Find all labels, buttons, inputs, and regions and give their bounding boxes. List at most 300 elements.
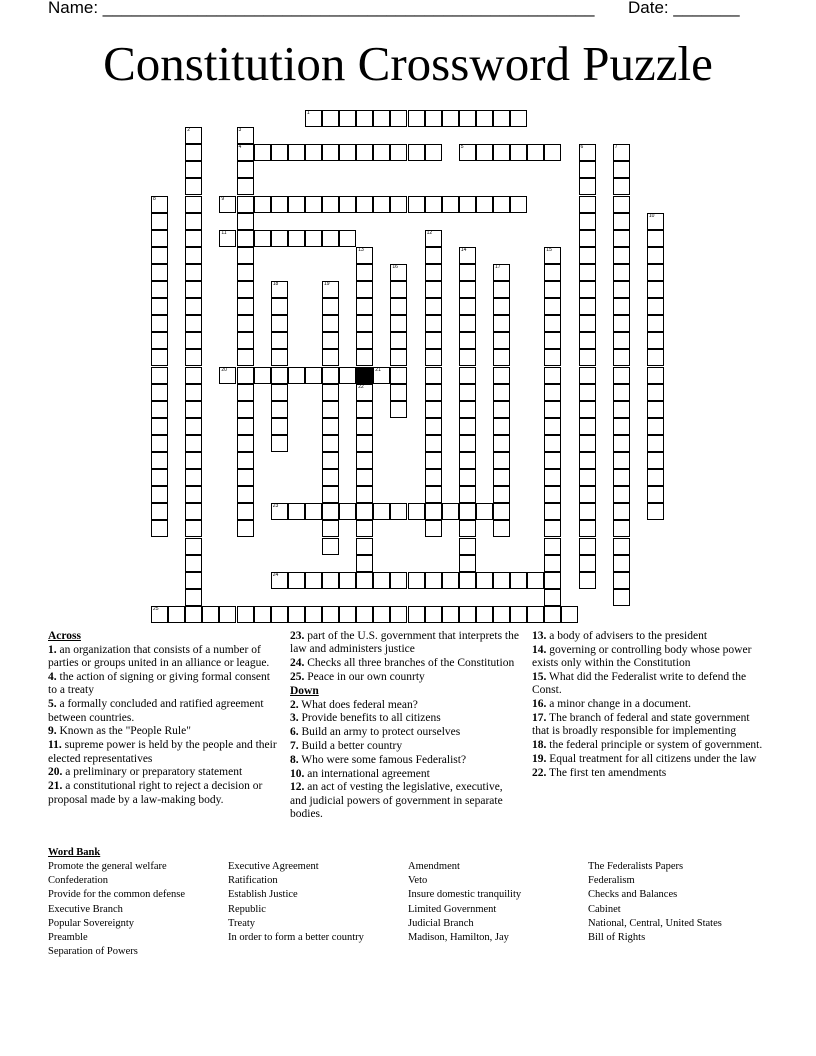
grid-cell[interactable] <box>408 606 425 623</box>
grid-cell[interactable] <box>544 144 561 161</box>
grid-cell[interactable] <box>544 367 561 384</box>
grid-cell[interactable] <box>425 606 442 623</box>
grid-cell[interactable] <box>579 230 596 247</box>
grid-cell[interactable] <box>493 349 510 366</box>
grid-cell[interactable] <box>579 418 596 435</box>
grid-cell[interactable] <box>425 520 442 537</box>
grid-cell[interactable] <box>493 503 510 520</box>
grid-cell[interactable] <box>613 486 630 503</box>
grid-cell[interactable] <box>305 144 322 161</box>
grid-cell[interactable] <box>493 606 510 623</box>
grid-cell[interactable] <box>151 349 168 366</box>
grid-cell[interactable] <box>647 401 664 418</box>
grid-cell[interactable] <box>579 452 596 469</box>
grid-cell[interactable] <box>579 281 596 298</box>
grid-cell[interactable] <box>459 367 476 384</box>
grid-cell[interactable] <box>185 213 202 230</box>
grid-cell[interactable] <box>305 110 322 127</box>
grid-cell[interactable] <box>459 196 476 213</box>
grid-cell[interactable] <box>356 144 373 161</box>
grid-cell[interactable] <box>544 401 561 418</box>
grid-cell[interactable] <box>322 196 339 213</box>
grid-cell[interactable] <box>527 144 544 161</box>
grid-cell[interactable] <box>271 332 288 349</box>
grid-cell[interactable] <box>185 196 202 213</box>
grid-cell[interactable] <box>425 367 442 384</box>
grid-cell[interactable] <box>237 503 254 520</box>
grid-cell[interactable] <box>493 196 510 213</box>
grid-cell[interactable] <box>459 452 476 469</box>
grid-cell[interactable] <box>459 606 476 623</box>
grid-cell[interactable] <box>476 144 493 161</box>
grid-cell[interactable] <box>185 367 202 384</box>
grid-cell[interactable] <box>579 196 596 213</box>
grid-cell[interactable] <box>151 332 168 349</box>
grid-cell[interactable] <box>151 298 168 315</box>
grid-cell[interactable] <box>237 315 254 332</box>
grid-cell[interactable] <box>390 315 407 332</box>
grid-cell[interactable] <box>579 264 596 281</box>
grid-cell[interactable] <box>390 298 407 315</box>
grid-cell[interactable] <box>544 486 561 503</box>
grid-cell[interactable] <box>339 230 356 247</box>
grid-cell[interactable] <box>151 503 168 520</box>
grid-cell[interactable] <box>151 281 168 298</box>
grid-cell[interactable] <box>647 315 664 332</box>
grid-cell[interactable] <box>254 196 271 213</box>
grid-cell[interactable] <box>373 606 390 623</box>
grid-cell[interactable] <box>425 418 442 435</box>
grid-cell[interactable] <box>493 572 510 589</box>
grid-cell[interactable] <box>356 384 373 401</box>
grid-cell[interactable] <box>339 144 356 161</box>
grid-cell[interactable] <box>425 435 442 452</box>
grid-cell[interactable] <box>527 572 544 589</box>
grid-cell[interactable] <box>356 298 373 315</box>
grid-cell[interactable] <box>237 367 254 384</box>
grid-cell[interactable] <box>390 196 407 213</box>
grid-cell[interactable] <box>442 606 459 623</box>
grid-cell[interactable] <box>544 349 561 366</box>
grid-cell[interactable] <box>305 572 322 589</box>
grid-cell[interactable] <box>305 606 322 623</box>
grid-cell[interactable] <box>613 469 630 486</box>
grid-cell[interactable] <box>185 247 202 264</box>
grid-cell[interactable] <box>408 503 425 520</box>
grid-cell[interactable] <box>459 435 476 452</box>
grid-cell[interactable] <box>356 469 373 486</box>
grid-cell[interactable] <box>544 435 561 452</box>
grid-cell[interactable] <box>322 435 339 452</box>
grid-cell[interactable] <box>356 196 373 213</box>
grid-cell[interactable] <box>647 247 664 264</box>
grid-cell[interactable] <box>579 503 596 520</box>
grid-cell[interactable] <box>237 213 254 230</box>
grid-cell[interactable] <box>390 144 407 161</box>
grid-cell[interactable] <box>459 247 476 264</box>
grid-cell[interactable] <box>339 572 356 589</box>
grid-cell[interactable] <box>356 418 373 435</box>
grid-cell[interactable] <box>459 110 476 127</box>
grid-cell[interactable] <box>390 332 407 349</box>
grid-cell[interactable] <box>322 452 339 469</box>
grid-cell[interactable] <box>613 589 630 606</box>
grid-cell[interactable] <box>493 298 510 315</box>
grid-cell[interactable] <box>390 401 407 418</box>
grid-cell[interactable] <box>237 298 254 315</box>
grid-cell[interactable] <box>322 281 339 298</box>
grid-cell[interactable] <box>510 196 527 213</box>
grid-cell[interactable] <box>442 110 459 127</box>
grid-cell[interactable] <box>322 332 339 349</box>
grid-cell[interactable] <box>425 281 442 298</box>
grid-cell[interactable] <box>322 469 339 486</box>
grid-cell[interactable] <box>339 110 356 127</box>
grid-cell[interactable] <box>647 452 664 469</box>
grid-cell[interactable] <box>339 606 356 623</box>
grid-cell[interactable] <box>185 144 202 161</box>
grid-cell[interactable] <box>459 469 476 486</box>
grid-cell[interactable] <box>442 503 459 520</box>
grid-cell[interactable] <box>185 401 202 418</box>
grid-cell[interactable] <box>459 538 476 555</box>
grid-cell[interactable] <box>356 452 373 469</box>
grid-cell[interactable] <box>151 486 168 503</box>
grid-cell[interactable] <box>579 247 596 264</box>
grid-cell[interactable] <box>544 418 561 435</box>
grid-cell[interactable] <box>237 486 254 503</box>
grid-cell[interactable] <box>613 281 630 298</box>
grid-cell[interactable] <box>390 572 407 589</box>
grid-cell[interactable] <box>544 538 561 555</box>
grid-cell[interactable] <box>459 555 476 572</box>
grid-cell[interactable] <box>185 572 202 589</box>
grid-cell[interactable] <box>425 315 442 332</box>
grid-cell[interactable] <box>459 486 476 503</box>
grid-cell[interactable] <box>425 298 442 315</box>
grid-cell[interactable] <box>271 298 288 315</box>
grid-cell[interactable] <box>151 452 168 469</box>
grid-cell[interactable] <box>288 606 305 623</box>
grid-cell[interactable] <box>647 213 664 230</box>
grid-cell[interactable] <box>425 503 442 520</box>
grid-cell[interactable] <box>151 367 168 384</box>
grid-cell[interactable] <box>237 127 254 144</box>
grid-cell[interactable] <box>151 469 168 486</box>
grid-cell[interactable] <box>271 401 288 418</box>
grid-cell[interactable] <box>390 367 407 384</box>
grid-cell[interactable] <box>579 486 596 503</box>
grid-cell[interactable] <box>425 264 442 281</box>
grid-cell[interactable] <box>185 538 202 555</box>
grid-cell[interactable] <box>271 572 288 589</box>
grid-cell[interactable] <box>185 486 202 503</box>
grid-cell[interactable] <box>613 213 630 230</box>
grid-cell[interactable] <box>390 503 407 520</box>
grid-cell[interactable] <box>613 555 630 572</box>
grid-cell[interactable] <box>288 144 305 161</box>
grid-cell[interactable] <box>579 161 596 178</box>
grid-cell[interactable] <box>544 520 561 537</box>
grid-cell[interactable] <box>356 264 373 281</box>
grid-cell[interactable] <box>613 264 630 281</box>
grid-cell[interactable] <box>219 230 236 247</box>
grid-cell[interactable] <box>271 367 288 384</box>
grid-cell[interactable] <box>185 127 202 144</box>
grid-cell[interactable] <box>544 572 561 589</box>
grid-cell[interactable] <box>322 367 339 384</box>
grid-cell[interactable] <box>237 435 254 452</box>
grid-cell[interactable] <box>647 384 664 401</box>
grid-cell[interactable] <box>322 503 339 520</box>
grid-cell[interactable] <box>647 418 664 435</box>
grid-cell[interactable] <box>544 503 561 520</box>
grid-cell[interactable] <box>219 606 236 623</box>
grid-cell[interactable] <box>305 503 322 520</box>
grid-cell[interactable] <box>647 486 664 503</box>
grid-cell[interactable] <box>237 418 254 435</box>
grid-cell[interactable] <box>493 384 510 401</box>
grid-cell[interactable] <box>613 230 630 247</box>
grid-cell[interactable] <box>237 452 254 469</box>
grid-cell[interactable] <box>510 606 527 623</box>
grid-cell[interactable] <box>271 230 288 247</box>
grid-cell[interactable] <box>237 401 254 418</box>
grid-cell[interactable] <box>237 144 254 161</box>
grid-cell[interactable] <box>373 367 390 384</box>
grid-cell[interactable] <box>356 281 373 298</box>
grid-cell[interactable] <box>237 247 254 264</box>
grid-cell[interactable] <box>613 349 630 366</box>
grid-cell[interactable] <box>356 332 373 349</box>
grid-cell[interactable] <box>151 213 168 230</box>
grid-cell[interactable] <box>237 606 254 623</box>
grid-cell[interactable] <box>237 332 254 349</box>
grid-cell[interactable] <box>425 401 442 418</box>
grid-cell[interactable] <box>613 401 630 418</box>
grid-cell[interactable] <box>493 110 510 127</box>
grid-cell[interactable] <box>322 538 339 555</box>
grid-cell[interactable] <box>493 332 510 349</box>
grid-cell[interactable] <box>579 572 596 589</box>
grid-cell[interactable] <box>339 503 356 520</box>
grid-cell[interactable] <box>151 384 168 401</box>
grid-cell[interactable] <box>425 110 442 127</box>
grid-cell[interactable] <box>356 401 373 418</box>
grid-cell[interactable] <box>151 247 168 264</box>
grid-cell[interactable] <box>493 486 510 503</box>
grid-cell[interactable] <box>493 264 510 281</box>
grid-cell[interactable] <box>544 589 561 606</box>
grid-cell[interactable] <box>647 298 664 315</box>
grid-cell[interactable] <box>322 298 339 315</box>
grid-cell[interactable] <box>425 196 442 213</box>
grid-cell[interactable] <box>613 247 630 264</box>
grid-cell[interactable] <box>237 469 254 486</box>
grid-cell[interactable] <box>185 161 202 178</box>
grid-cell[interactable] <box>544 469 561 486</box>
grid-cell[interactable] <box>185 503 202 520</box>
grid-cell[interactable] <box>288 572 305 589</box>
grid-cell[interactable] <box>459 298 476 315</box>
grid-cell[interactable] <box>425 247 442 264</box>
grid-cell[interactable] <box>373 144 390 161</box>
grid-cell[interactable] <box>185 264 202 281</box>
grid-cell[interactable] <box>425 144 442 161</box>
grid-cell[interactable] <box>613 418 630 435</box>
grid-cell[interactable] <box>271 503 288 520</box>
grid-cell[interactable] <box>510 144 527 161</box>
grid-cell[interactable] <box>322 401 339 418</box>
grid-cell[interactable] <box>544 555 561 572</box>
grid-cell[interactable] <box>322 606 339 623</box>
grid-cell[interactable] <box>459 144 476 161</box>
grid-cell[interactable] <box>339 367 356 384</box>
grid-cell[interactable] <box>613 196 630 213</box>
grid-cell[interactable] <box>185 520 202 537</box>
grid-cell[interactable] <box>185 315 202 332</box>
grid-cell[interactable] <box>271 144 288 161</box>
grid-cell[interactable] <box>356 486 373 503</box>
grid-cell[interactable] <box>613 572 630 589</box>
grid-cell[interactable] <box>185 606 202 623</box>
grid-cell[interactable] <box>476 572 493 589</box>
grid-cell[interactable] <box>288 196 305 213</box>
grid-cell[interactable] <box>613 452 630 469</box>
grid-cell[interactable] <box>544 281 561 298</box>
grid-cell[interactable] <box>305 196 322 213</box>
grid-cell[interactable] <box>544 298 561 315</box>
grid-cell[interactable] <box>425 452 442 469</box>
grid-cell[interactable] <box>185 469 202 486</box>
grid-cell[interactable] <box>579 401 596 418</box>
grid-cell[interactable] <box>579 538 596 555</box>
grid-cell[interactable] <box>185 349 202 366</box>
grid-cell[interactable] <box>579 315 596 332</box>
grid-cell[interactable] <box>185 298 202 315</box>
grid-cell[interactable] <box>459 572 476 589</box>
grid-cell[interactable] <box>185 281 202 298</box>
grid-cell[interactable] <box>151 315 168 332</box>
grid-cell[interactable] <box>390 264 407 281</box>
grid-cell[interactable] <box>579 213 596 230</box>
grid-cell[interactable] <box>527 606 544 623</box>
grid-cell[interactable] <box>510 110 527 127</box>
grid-cell[interactable] <box>544 384 561 401</box>
grid-cell[interactable] <box>390 349 407 366</box>
grid-cell[interactable] <box>476 503 493 520</box>
grid-cell[interactable] <box>322 144 339 161</box>
grid-cell[interactable] <box>390 606 407 623</box>
grid-cell[interactable] <box>579 384 596 401</box>
grid-cell[interactable] <box>647 435 664 452</box>
grid-cell[interactable] <box>613 538 630 555</box>
grid-cell[interactable] <box>493 520 510 537</box>
grid-cell[interactable] <box>613 435 630 452</box>
grid-cell[interactable] <box>271 196 288 213</box>
grid-cell[interactable] <box>493 452 510 469</box>
grid-cell[interactable] <box>459 264 476 281</box>
grid-cell[interactable] <box>254 367 271 384</box>
grid-cell[interactable] <box>493 435 510 452</box>
grid-cell[interactable] <box>579 178 596 195</box>
grid-cell[interactable] <box>544 247 561 264</box>
grid-cell[interactable] <box>613 367 630 384</box>
grid-cell[interactable] <box>356 606 373 623</box>
grid-cell[interactable] <box>647 367 664 384</box>
grid-cell[interactable] <box>408 144 425 161</box>
grid-cell[interactable] <box>544 264 561 281</box>
grid-cell[interactable] <box>305 367 322 384</box>
grid-cell[interactable] <box>151 230 168 247</box>
grid-cell[interactable] <box>237 161 254 178</box>
grid-cell[interactable] <box>544 606 561 623</box>
grid-cell[interactable] <box>613 315 630 332</box>
grid-cell[interactable] <box>647 349 664 366</box>
grid-cell[interactable] <box>151 196 168 213</box>
grid-cell[interactable] <box>579 435 596 452</box>
grid-cell[interactable] <box>613 332 630 349</box>
grid-cell[interactable] <box>408 110 425 127</box>
grid-cell[interactable] <box>408 196 425 213</box>
grid-cell[interactable] <box>322 230 339 247</box>
grid-cell[interactable] <box>579 298 596 315</box>
grid-cell[interactable] <box>425 332 442 349</box>
grid-cell[interactable] <box>647 230 664 247</box>
grid-cell[interactable] <box>579 469 596 486</box>
grid-cell[interactable] <box>493 144 510 161</box>
grid-cell[interactable] <box>185 332 202 349</box>
grid-cell[interactable] <box>271 349 288 366</box>
grid-cell[interactable] <box>425 486 442 503</box>
grid-cell[interactable] <box>613 520 630 537</box>
grid-cell[interactable] <box>271 281 288 298</box>
grid-cell[interactable] <box>356 110 373 127</box>
grid-cell[interactable] <box>356 435 373 452</box>
grid-cell[interactable] <box>237 349 254 366</box>
grid-cell[interactable] <box>356 555 373 572</box>
grid-cell[interactable] <box>356 503 373 520</box>
grid-cell[interactable] <box>151 606 168 623</box>
grid-cell[interactable] <box>237 230 254 247</box>
grid-cell[interactable] <box>459 520 476 537</box>
grid-cell[interactable] <box>425 469 442 486</box>
grid-cell[interactable] <box>459 418 476 435</box>
grid-cell[interactable] <box>356 315 373 332</box>
grid-cell[interactable] <box>322 486 339 503</box>
grid-cell[interactable] <box>373 196 390 213</box>
grid-cell[interactable] <box>185 418 202 435</box>
grid-cell[interactable] <box>254 144 271 161</box>
grid-cell[interactable] <box>613 298 630 315</box>
grid-cell[interactable] <box>185 452 202 469</box>
grid-cell[interactable] <box>408 572 425 589</box>
grid-cell[interactable] <box>237 520 254 537</box>
grid-cell[interactable] <box>493 401 510 418</box>
grid-cell[interactable] <box>459 332 476 349</box>
grid-cell[interactable] <box>237 178 254 195</box>
grid-cell[interactable] <box>613 144 630 161</box>
grid-cell[interactable] <box>151 520 168 537</box>
grid-cell[interactable] <box>425 572 442 589</box>
grid-cell[interactable] <box>425 349 442 366</box>
grid-cell[interactable] <box>322 572 339 589</box>
grid-cell[interactable] <box>339 196 356 213</box>
grid-cell[interactable] <box>151 435 168 452</box>
grid-cell[interactable] <box>254 230 271 247</box>
grid-cell[interactable] <box>579 520 596 537</box>
grid-cell[interactable] <box>459 401 476 418</box>
